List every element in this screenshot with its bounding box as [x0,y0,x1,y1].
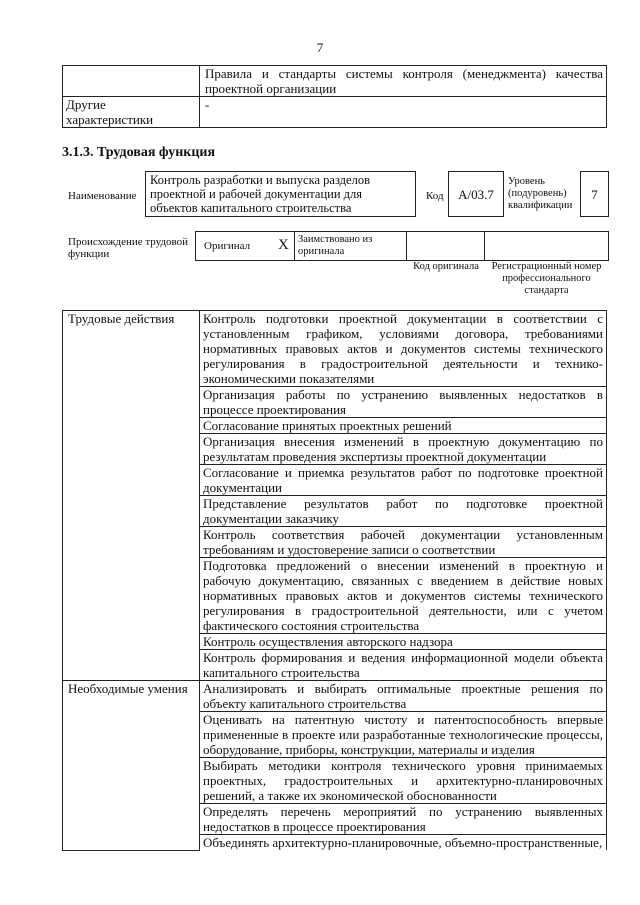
name-label: Наименование [68,190,137,202]
function-name-value: Контроль разработки и выпуска разделов проектной и рабочей документации для объектов капитального строительства [150,173,370,215]
list-item: Согласование и приемка результатов работ по подготовке проектной документации [200,465,607,496]
code-value: А/03.7 [458,187,494,202]
original-label: Оригинал [204,240,251,252]
top-table-label: Другие характеристики [63,97,200,128]
list-item: Подготовка предложений о внесении изменений в проектную и рабочую документацию, связанных с введением в действие новых нормативных правовых актов и документов системы технического регулирования в градостроительной деятельности, или с учетом фактического состояния строительства [200,558,607,634]
table-row [63,311,607,387]
section-title: 3.1.3. Трудовая функция [62,145,216,160]
table-row [63,97,607,128]
group-label: Необходимые умения [63,681,200,851]
borrowed-label: Заимствовано из оригинала [298,234,373,257]
code-original-caption: Код оригинала [413,261,479,272]
list-item: Контроль подготовки проектной документации в соответствии с установленным графиком, условиями договора, требованиями нормативных правовых актов и документов системы технического регулирования в градостроительной деятельности и технико-экономическими показателями [200,311,607,387]
code-box [448,171,504,217]
top-table-value: Правила и стандарты системы контроля (менеджмента) качества проектной организации [200,66,607,97]
list-item: Организация внесения изменений в проектную документацию по результатам проведения экспертизы проектной документации [200,434,607,465]
list-item: Организация работы по устранению выявленных недостатков в процессе проектирования [200,387,607,418]
origin-box [195,231,609,261]
list-item: Выбирать методики контроля технического уровня принимаемых проектных, градостроительных и архитектурно-планировочных решений, а также их экономической обоснованности [200,758,607,804]
main-table [62,310,607,851]
group-label: Трудовые действия [63,311,200,681]
list-item: Определять перечень мероприятий по устранению выявленных недостатков в процессе проектирования [200,804,607,835]
top-table-label [63,66,200,97]
list-item: Оценивать на патентную чистоту и патентоспособность впервые примененные в проекте или разработанные технологические процессы, оборудование, приборы, конструкции, материалы и изделия [200,712,607,758]
list-item: Объединять архитектурно-планировочные, объемно-пространственные, [200,835,607,851]
list-item: Контроль формирования и ведения информационной модели объекта капитального строительства [200,650,607,681]
table-row [63,681,607,712]
list-item: Контроль осуществления авторского надзора [200,634,607,650]
original-mark: X [278,237,289,253]
level-value: 7 [591,187,598,202]
list-item: Контроль соответствия рабочей документации установленным требованиям и удостоверение записи о соответствии [200,527,607,558]
page-number: 7 [316,40,324,55]
level-box [580,171,609,217]
level-label: Уровень (подуровень) квалификации [508,176,573,211]
function-name-box [145,171,416,217]
top-table [62,65,607,128]
origin-label: Происхождение трудовой функции [68,236,189,260]
table-row [63,66,607,97]
list-item: Согласование принятых проектных решений [200,418,607,434]
code-label: Код [426,190,444,202]
top-table-value: - [200,97,607,128]
list-item: Анализировать и выбирать оптимальные проектные решения по объекту капитального строительства [200,681,607,712]
reg-number-caption: Регистрационный номер профессионального стандарта [491,261,602,296]
list-item: Представление результатов работ по подготовке проектной документации заказчику [200,496,607,527]
